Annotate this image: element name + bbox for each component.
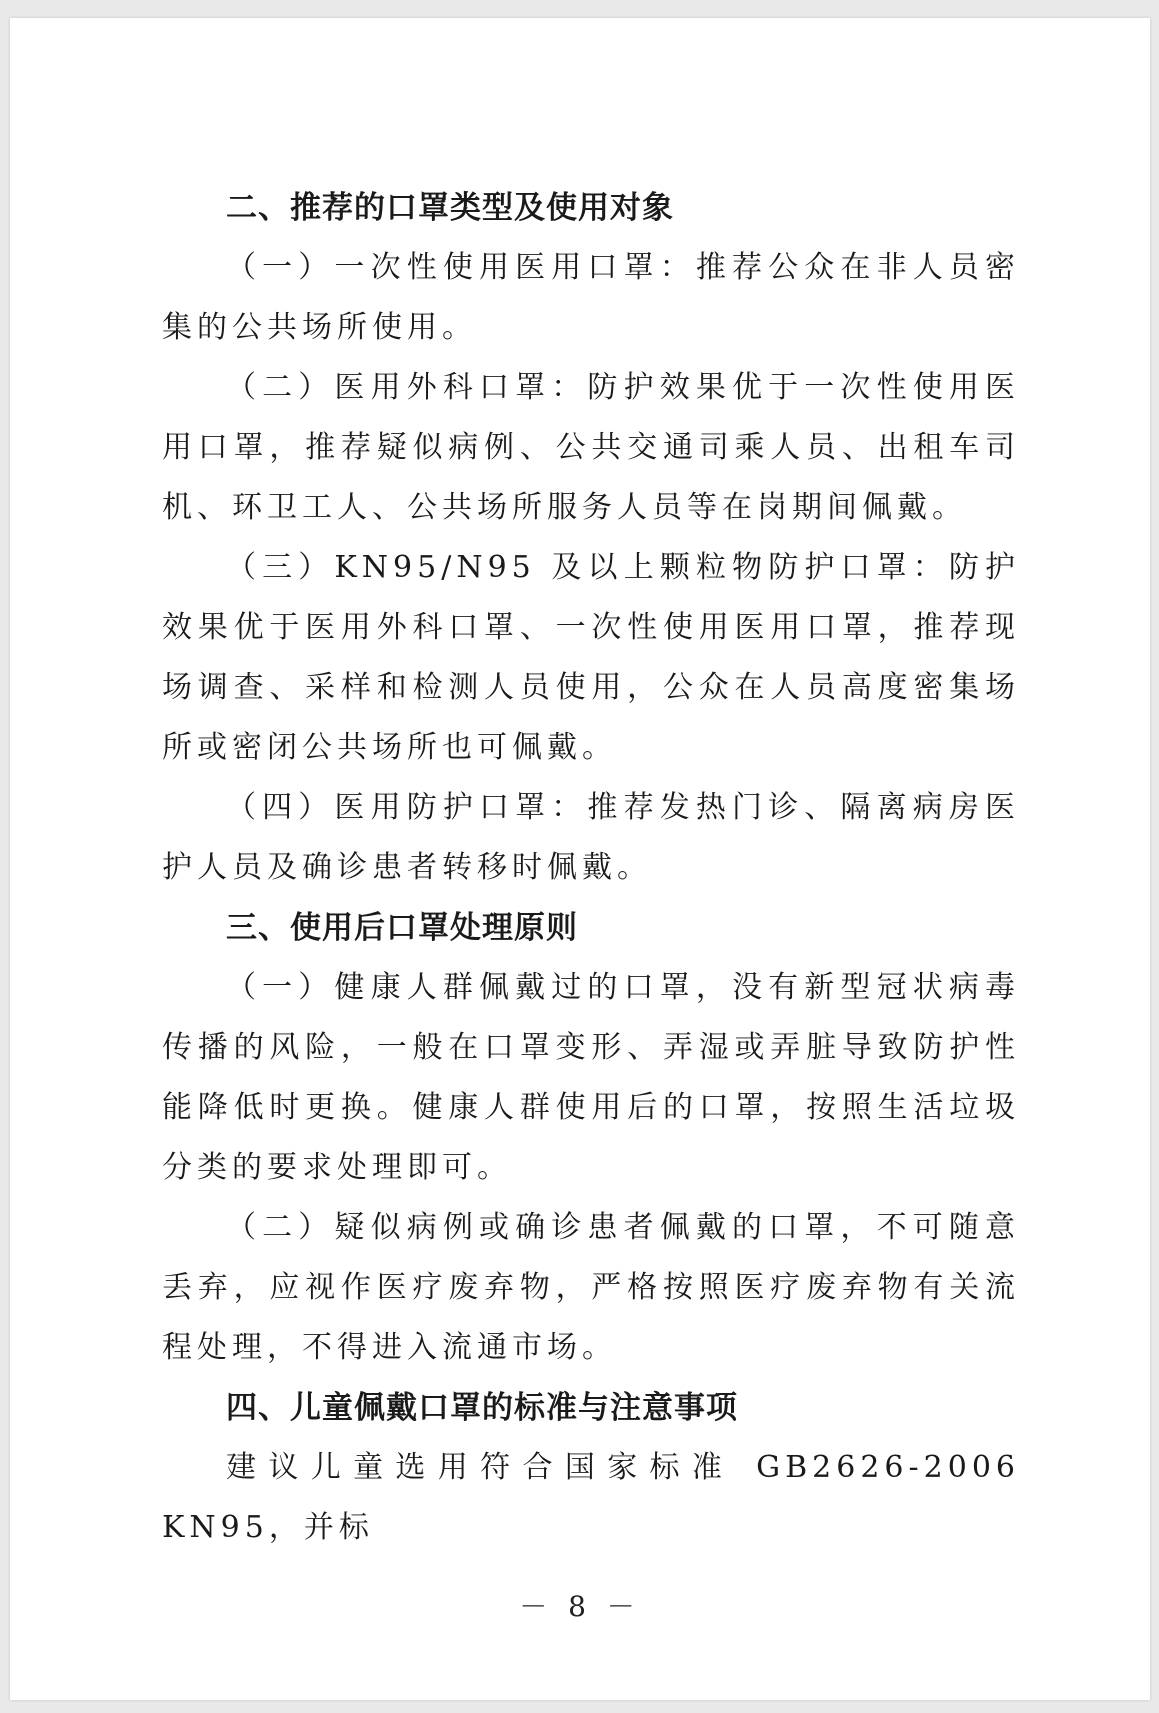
paragraph-children-standard: 建议儿童选用符合国家标准 GB2626-2006 KN95，并标 xyxy=(162,1450,1055,1545)
paragraph-healthy-disposal: （一）健康人群佩戴过的口罩，没有新型冠状病毒传播的风险，一般在口罩变形、弄湿或弄脏导致防护性能降低时更换。健康人群使用后的口罩，按照生活垃圾分类的要求处理即可。 xyxy=(162,970,1020,1185)
document-body xyxy=(162,178,1055,1558)
section-heading-mask-types: 二、推荐的口罩类型及使用对象 xyxy=(226,190,674,226)
paragraph-kn95-mask: （三）KN95/N95 及以上颗粒物防护口罩：防护效果优于医用外科口罩、一次性使用医用口罩，推荐现场调查、采样和检测人员使用，公众在人员高度密集场所或密闭公共场所也可佩戴。 xyxy=(162,550,1020,765)
document-page xyxy=(10,18,1150,1700)
paragraph-disposable-mask: （一）一次性使用医用口罩：推荐公众在非人员密集的公共场所使用。 xyxy=(162,250,1020,345)
paragraph-surgical-mask: （二）医用外科口罩：防护效果优于一次性使用医用口罩，推荐疑似病例、公共交通司乘人员、出租车司机、环卫工人、公共场所服务人员等在岗期间佩戴。 xyxy=(162,370,1020,525)
paragraph-patient-disposal: （二）疑似病例或确诊患者佩戴的口罩，不可随意丢弃，应视作医疗废弃物，严格按照医疗废弃物有关流程处理，不得进入流通市场。 xyxy=(162,1210,1020,1365)
section-heading-children-masks: 四、儿童佩戴口罩的标准与注意事项 xyxy=(226,1390,738,1426)
section-heading-mask-disposal: 三、使用后口罩处理原则 xyxy=(226,910,578,946)
page-number: － 8 － xyxy=(519,1590,641,1623)
paragraph-medical-protective-mask: （四）医用防护口罩：推荐发热门诊、隔离病房医护人员及确诊患者转移时佩戴。 xyxy=(162,790,1020,885)
